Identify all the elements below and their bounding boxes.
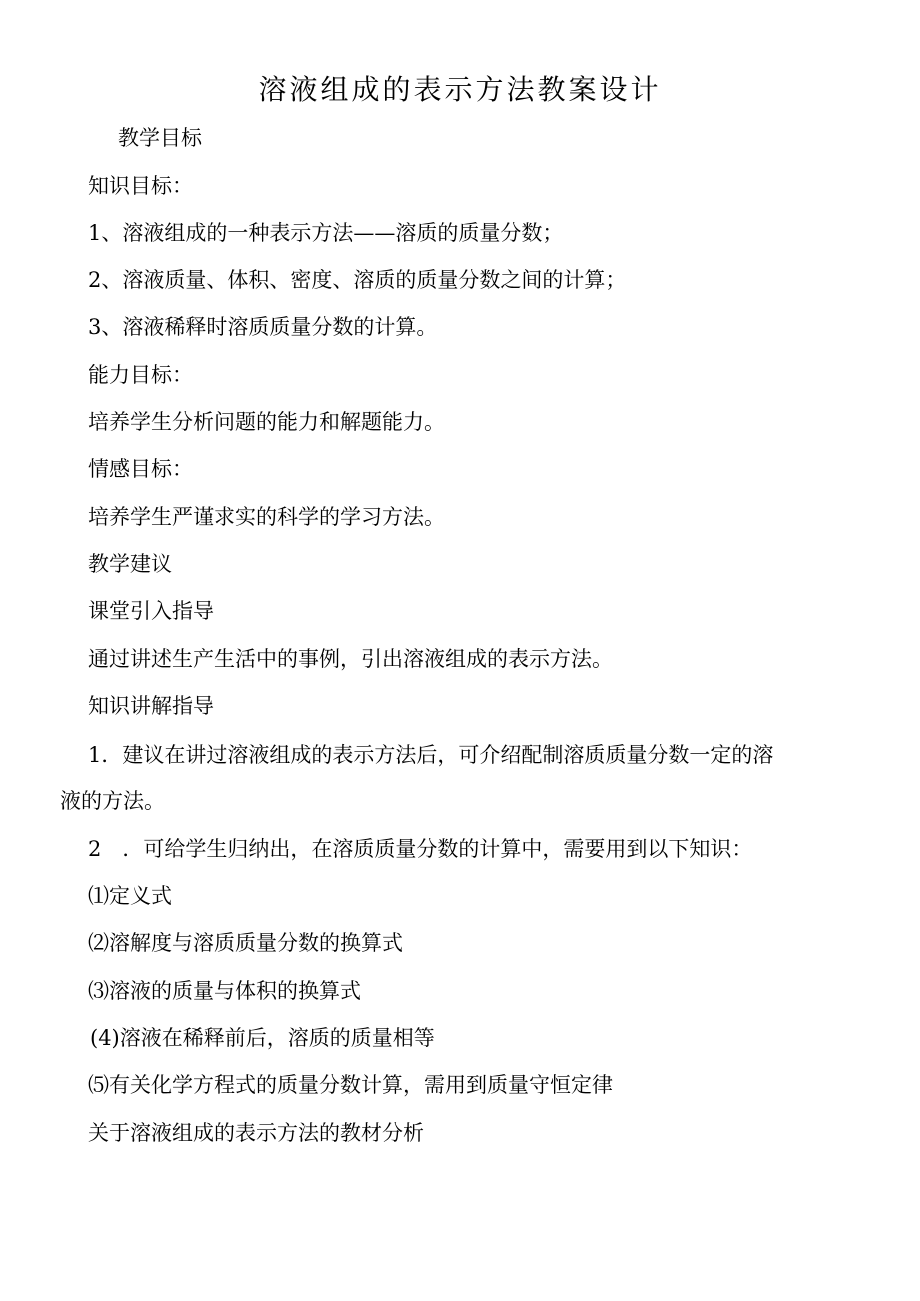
knowledge-item-2: 2、溶液质量、体积、密度、溶质的质量分数之间的计算；	[88, 268, 627, 292]
formula-item-2: ⑵溶解度与溶质质量分数的换算式	[88, 931, 403, 955]
knowledge-item-1: 1、溶液组成的一种表示方法——溶质的质量分数；	[88, 221, 564, 245]
class-introduction-text: 通过讲述生产生活中的事例，引出溶液组成的表示方法。	[88, 647, 613, 671]
explanation-item-1: 1．建议在讲过溶液组成的表示方法后，可介绍配制溶质质量分数一定的溶	[88, 743, 774, 767]
ability-text: 培养学生分析问题的能力和解题能力。	[88, 410, 445, 434]
document-title: 溶液组成的表示方法教案设计	[258, 73, 662, 106]
heading-knowledge-explanation: 知识讲解指导	[88, 694, 214, 718]
emotion-text: 培养学生严谨求实的科学的学习方法。	[88, 505, 445, 529]
heading-teaching-suggestions: 教学建议	[88, 552, 172, 576]
heading-ability-objectives: 能力目标：	[88, 363, 193, 387]
heading-emotion-objectives: 情感目标：	[88, 457, 193, 481]
formula-item-3: ⑶溶液的质量与体积的换算式	[88, 979, 361, 1003]
formula-item-1: ⑴定义式	[88, 884, 172, 908]
heading-textbook-analysis: 关于溶液组成的表示方法的教材分析	[88, 1121, 424, 1145]
heading-class-introduction: 课堂引入指导	[88, 599, 214, 623]
explanation-item-2: 2 ．可给学生归纳出，在溶质质量分数的计算中，需要用到以下知识：	[88, 837, 753, 861]
formula-item-4: (4)溶液在稀释前后，溶质的质量相等	[90, 1026, 435, 1050]
heading-knowledge-objectives: 知识目标：	[88, 174, 193, 198]
knowledge-item-3: 3、溶液稀释时溶质质量分数的计算。	[88, 315, 438, 339]
heading-teaching-objectives: 教学目标	[118, 126, 202, 150]
explanation-item-1-continued: 液的方法。	[60, 789, 165, 813]
formula-item-5: ⑸有关化学方程式的质量分数计算，需用到质量守恒定律	[88, 1073, 613, 1097]
